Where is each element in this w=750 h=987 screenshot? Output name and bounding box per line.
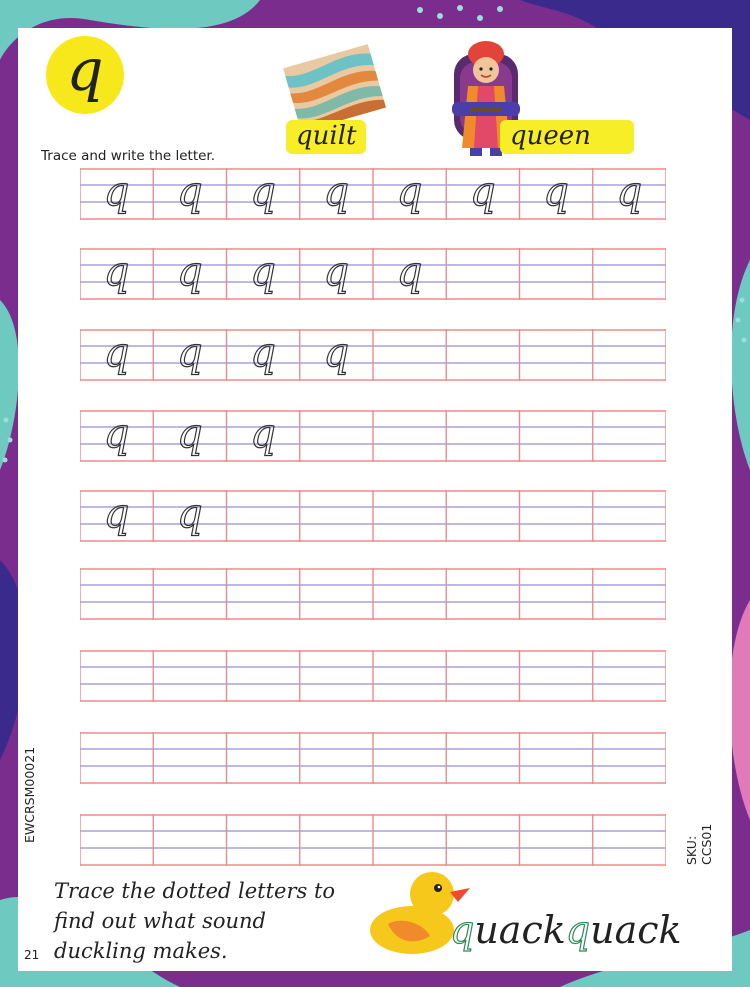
dotted-letter — [80, 410, 153, 462]
quack-rest-1: uack — [474, 908, 566, 952]
dotted-letter — [227, 410, 300, 462]
ruling-lines — [80, 814, 666, 866]
dotted-letter — [300, 248, 373, 300]
dotted-letter-glyph: q — [323, 169, 350, 215]
dotted-letter — [153, 329, 226, 381]
dotted-letter — [227, 168, 300, 220]
sku-label: SKU: CCS01 — [684, 823, 714, 865]
dotted-letter-glyph: q — [250, 249, 276, 295]
dotted-letter — [227, 248, 300, 300]
product-code: EWCRSM00021 — [22, 746, 37, 843]
dotted-letter-glyph: q — [250, 169, 276, 215]
dotted-letter-glyph: q — [396, 169, 423, 215]
dotted-letter-glyph: q — [176, 249, 203, 295]
dotted-letter — [153, 168, 226, 220]
dotted-letter-glyph: q — [103, 169, 130, 215]
dotted-letter — [373, 168, 446, 220]
dotted-letter-glyph: q — [250, 330, 276, 376]
dotted-letter-glyph: q — [176, 330, 203, 376]
ruling-lines — [80, 650, 666, 702]
dotted-letter-glyph: q — [543, 169, 569, 215]
dotted-letter-glyph: q — [176, 411, 203, 457]
dotted-letter-glyph: q — [176, 169, 203, 215]
dotted-letter-glyph: q — [103, 491, 130, 537]
dotted-letter — [80, 490, 153, 542]
practice-row-4 — [80, 410, 666, 462]
footer-line-2: find out what sound — [54, 909, 266, 933]
queen-label: queen — [500, 120, 634, 154]
dotted-letter-glyph: q — [250, 411, 276, 457]
practice-row-3 — [80, 329, 666, 381]
dotted-letter-glyph: q — [323, 330, 350, 376]
footer-instruction — [54, 876, 384, 966]
ruling-lines — [80, 568, 666, 620]
practice-row-5 — [80, 490, 666, 542]
dotted-letter — [80, 168, 153, 220]
letter-badge — [46, 36, 124, 114]
quack-rest-2: uack — [590, 908, 682, 952]
badge-letter: q — [66, 36, 104, 104]
dotted-letter-glyph: q — [469, 169, 496, 215]
page-number: 21 — [24, 948, 40, 962]
quack-traced-q-1: q — [450, 908, 475, 952]
quilt-icon — [276, 43, 392, 129]
dotted-letter — [520, 168, 593, 220]
quack-sound-text — [450, 908, 682, 952]
ruling-lines — [80, 732, 666, 784]
footer-line-3: duckling makes. — [54, 939, 228, 963]
practice-row-7 — [80, 650, 666, 702]
worksheet-page — [18, 28, 732, 971]
dotted-letter — [80, 329, 153, 381]
dotted-letter-glyph: q — [103, 249, 130, 295]
instruction-text: Trace and write the letter. — [41, 148, 216, 164]
dotted-letter-glyph: q — [176, 491, 203, 537]
practice-row-6 — [80, 568, 666, 620]
practice-row-1 — [80, 168, 666, 220]
dotted-letter-glyph: q — [103, 330, 130, 376]
quilt-label: quilt — [286, 120, 366, 154]
dotted-letter-glyph: q — [323, 249, 350, 295]
dotted-letter — [300, 329, 373, 381]
dotted-letter-glyph: q — [616, 169, 643, 215]
dotted-letter — [300, 168, 373, 220]
dotted-letter-glyph: q — [103, 411, 130, 457]
dotted-letter — [373, 248, 446, 300]
dotted-letter — [153, 410, 226, 462]
dotted-letter — [446, 168, 519, 220]
practice-row-8 — [80, 732, 666, 784]
practice-row-9 — [80, 814, 666, 866]
dotted-letter-glyph: q — [396, 249, 423, 295]
footer-line-1: Trace the dotted letters to — [54, 879, 336, 903]
dotted-letter — [80, 248, 153, 300]
dotted-letter — [153, 490, 226, 542]
dotted-letter — [593, 168, 666, 220]
dotted-letter — [227, 329, 300, 381]
practice-row-2 — [80, 248, 666, 300]
dotted-letter — [153, 248, 226, 300]
quack-traced-q-2: q — [565, 908, 591, 952]
